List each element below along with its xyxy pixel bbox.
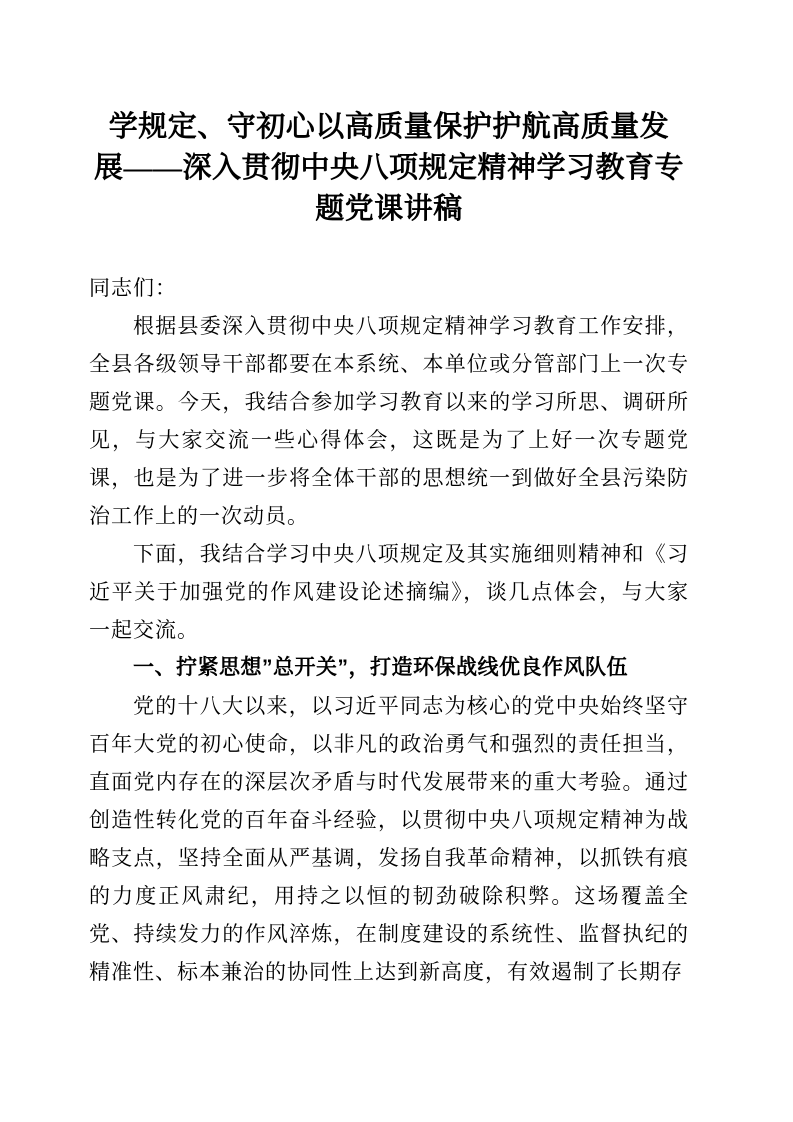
document-title-line: 学规定、守初心以高质量保护护航高质量发 <box>108 111 670 143</box>
document-title-line: 展——深入贯彻中央八项规定精神学习教育专 <box>93 152 684 184</box>
document-title <box>89 107 689 230</box>
body-paragraph: 根据县委深入贯彻中央八项规定精神学习教育工作安排，全县各级领导干部都要在本系统、本单位或分管部门上一次专题党课。今天，我结合参加学习教育以来的学习所思、调研所见，与大家交流一些心得体会，这既是为了上好一次专题党课，也是为了进一步将全体干部的思想统一到做好全县污染防治工作上的一次动员。 <box>89 314 689 528</box>
body-paragraph: 党的十八大以来，以习近平同志为核心的党中央始终坚守百年大党的初心使命，以非凡的政治勇气和强烈的责任担当，直面党内存在的深层次矛盾与时代发展带来的重大考验。通过创造性转化党的百年奋斗经验，以贯彻中央八项规定精神为战略支点，坚持全面从严基调，发扬自我革命精神，以抓铁有痕的力度正风肃纪，用持之以恒的韧劲破除积弊。这场覆盖全党、持续发力的作风淬炼，在制度建设的系统性、监督执纪的精准性、标本兼治的协同性上达到新高度，有效遏制了长期存 <box>89 694 689 984</box>
salutation: 同志们： <box>89 276 177 300</box>
body-paragraph: 下面，我结合学习中央八项规定及其实施细则精神和《习近平关于加强党的作风建设论述摘编》，谈几点体会，与大家一起交流。 <box>89 542 689 642</box>
document-content <box>89 0 689 991</box>
document-body <box>89 269 689 991</box>
document-title-line: 题党课讲稿 <box>315 193 463 225</box>
section-heading: 一、拧紧思想”总开关”，打造环保战线优良作风队伍 <box>133 656 628 679</box>
